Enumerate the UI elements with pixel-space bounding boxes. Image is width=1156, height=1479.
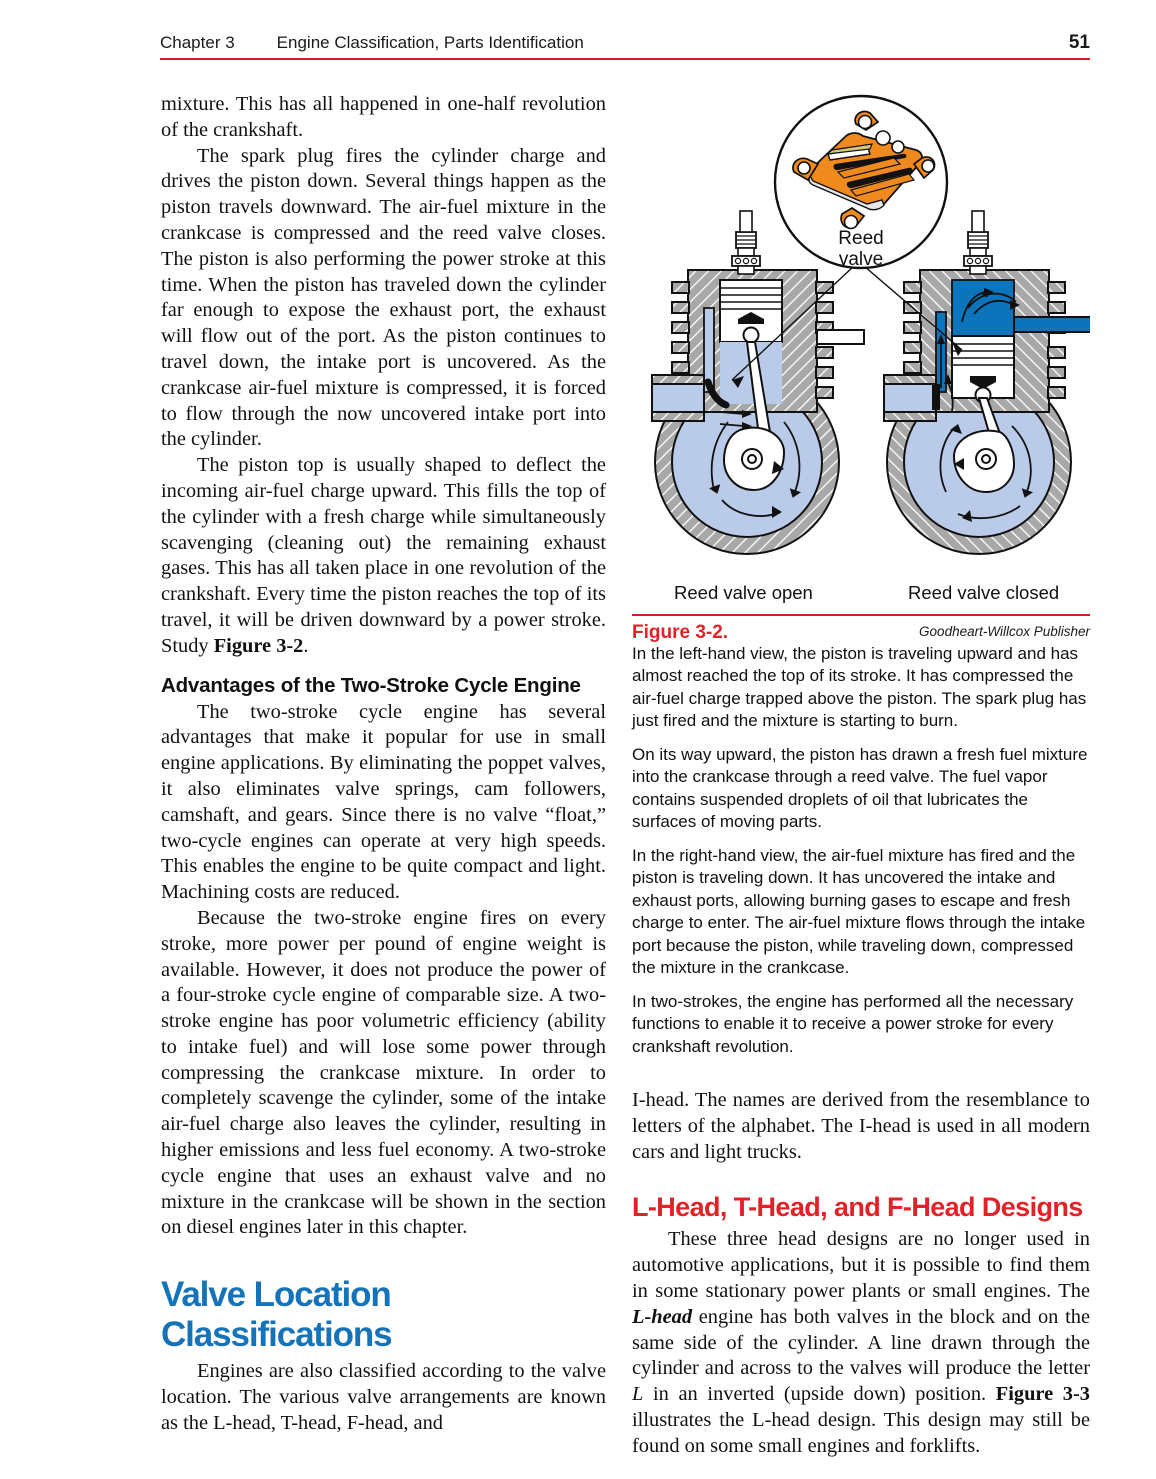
figure-caption-header (632, 622, 1090, 644)
figure-rule (632, 614, 1090, 616)
paragraph: The two-stroke cycle engine has several advantages that make it popular for use in small engine applications. By eliminating the poppet valves, it also eliminates valve springs, cam followers, camshaft, and gears. Since there is no valve “float,” two-cycle engines can operate at very high speeds. This enables the engine to be quite compact and light. Machining costs are reduced. (161, 700, 606, 904)
page-number: 51 (1068, 32, 1090, 53)
figure-sublabel-right: Reed valve closed (908, 582, 1060, 603)
figure-artwork (632, 92, 1090, 582)
paragraph (161, 453, 606, 659)
figure-sublabels (632, 582, 1090, 606)
callout-label-line2: valve (838, 249, 884, 270)
letter-l: L (632, 1383, 644, 1406)
section-heading-valve-location: Valve Location Classifications (161, 1275, 392, 1355)
header-rule (160, 58, 1090, 60)
chapter-label: Chapter 3 (160, 33, 235, 52)
section-heading-lhead: L-Head, T-Head, and F-Head Designs (632, 1192, 1083, 1223)
paragraph (632, 1227, 1090, 1459)
term-l-head: L-head (632, 1305, 693, 1328)
paragraph: Engines are also classified according to the valve location. The various valve arrangements are known as the L-head, T-head, F-head, and (161, 1360, 606, 1434)
figure-caption-paragraph: In two-strokes, the engine has performed all the necessary functions to enable it to receive a power stroke for every crankshaft revolution. (632, 991, 1074, 1056)
figure-reference: Figure 3-3 (995, 1383, 1090, 1406)
figure-reference: Figure 3-2 (213, 634, 304, 657)
paragraph: Because the two-stroke engine fires on every stroke, more power per pound of engine weight is available. However, it does not produce the power of a four-stroke cycle engine of comparable size. A two-stroke engine has poor volumetric efficiency (ability to intake fuel) and will lose some power through compressing the crankcase mixture. In order to completely scavenge the cylinder, some of the intake air-fuel charge also leaves the cylinder, resulting in higher emissions and less fuel economy. A two-stroke cycle engine that uses an exhaust valve and no mixture in the crankcase will be shown in the section on diesel engines later in this chapter. (161, 906, 606, 1239)
figure-number: Figure 3-2. (632, 621, 729, 643)
chapter-title: Engine Classification, Parts Identification (276, 33, 584, 52)
two-stroke-engine-diagram (632, 92, 1090, 582)
figure-sublabel-left: Reed valve open (674, 582, 813, 603)
figure-3-2 (632, 92, 1090, 1058)
paragraph-seg: engine has both valves in the block and on the same side of the cylinder. A line drawn through the cylinder and across to the valves will produce the letter (632, 1305, 1090, 1380)
figure-credit: Goodheart-Willcox Publisher (919, 623, 1090, 639)
engine-right-cutaway (884, 211, 1090, 554)
paragraph-text-tail: . (303, 634, 309, 657)
reed-valve-callout (775, 96, 947, 270)
running-head (160, 28, 1090, 58)
spark-plug-right (964, 211, 992, 274)
subheading-advantages: Advantages of the Two-Stroke Cycle Engine (161, 673, 581, 697)
paragraph: I-head. The names are derived from the resemblance to letters of the alphabet. The I-head is used in all modern cars and light trucks. (632, 1089, 1090, 1163)
paragraph: mixture. This has all happened in one-half revolution of the crankshaft. (161, 93, 606, 141)
paragraph-text: The piston top is usually shaped to deflect the incoming air-fuel charge upward. This fills the top of the cylinder with a fresh charge while simultaneously scavenging (cleaning out) the remaining exhaust gases. This has all taken place in one revolution of the crankshaft. Every time the piston reaches the top of its travel, it will be driven downward by a power stroke. Study (161, 454, 606, 657)
paragraph-seg: These three head designs are no longer used in automotive applications, but it is possible to find them in some stationary power plants or small engines. The (632, 1228, 1090, 1303)
figure-caption-paragraph: In the right-hand view, the air-fuel mixture has fired and the piston is traveling down. It has uncovered the intake and exhaust ports, allowing burning gases to escape and fresh charge to enter. The air-fuel mixture flows through the intake port because the piston, while traveling down, compressed the mixture in the crankcase. (632, 845, 1086, 978)
paragraph-seg: illustrates the L-head design. This design may still be found on some small engines and forklifts. (632, 1409, 1090, 1457)
callout-label-line1: Reed (838, 228, 884, 249)
paragraph-seg: in an inverted (upside down) position. (643, 1383, 996, 1406)
figure-caption-paragraph: In the left-hand view, the piston is traveling upward and has almost reached the top of its stroke. It has compressed the air-fuel charge trapped above the piston. The spark plug has just fired and the mixture is starting to burn. (632, 643, 1087, 731)
paragraph: The spark plug fires the cylinder charge and drives the piston down. Several things happen as the piston travels downward. The air-fuel mixture in the crankcase is compressed and the reed valve closes. The piston is also performing the power stroke at this time. When the piston has traveled down the cylinder far enough to expose the exhaust port, the exhaust will flow out of the port. As the piston continues to travel down, the intake port is uncovered. As the crankcase air-fuel mixture is compressed, it is forced to flow through the now uncovered intake port into the cylinder. (161, 144, 606, 451)
left-column (161, 92, 606, 1437)
spark-plug-left (732, 211, 760, 274)
right-column (632, 92, 1090, 1460)
figure-caption-paragraph: On its way upward, the piston has drawn a fresh fuel mixture into the crankcase through a reed valve. The fuel vapor contains suspended droplets of oil that lubricates the surfaces of moving parts. (632, 744, 1088, 832)
